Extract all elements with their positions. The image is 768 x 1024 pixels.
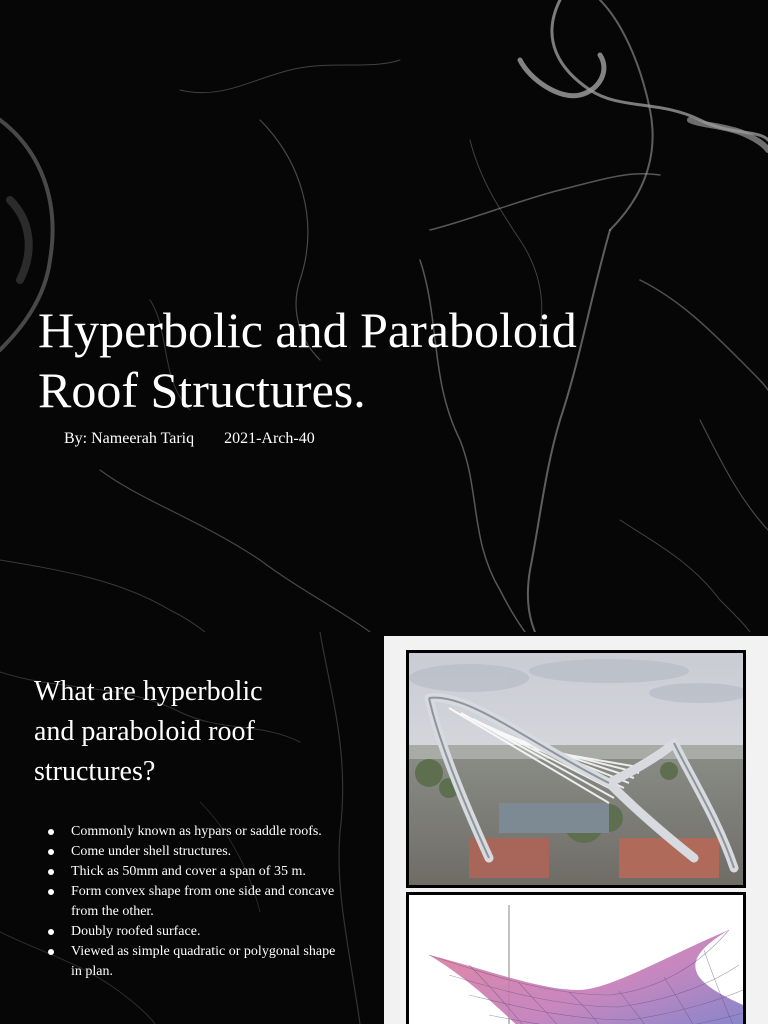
roll-number: 2021-Arch-40	[224, 430, 315, 447]
section-heading	[34, 672, 364, 792]
bullet-item	[48, 922, 348, 942]
bullet-dot-icon	[48, 889, 54, 895]
bullet-dot-icon	[48, 949, 54, 955]
bullet-item	[48, 862, 348, 882]
bullet-dot-icon	[48, 849, 54, 855]
image-panel	[384, 636, 768, 1024]
bullet-text: Form convex shape from one side and concave from the other.	[71, 884, 335, 919]
bullet-dot-icon	[48, 869, 54, 875]
bullet-list	[48, 822, 348, 982]
bullet-item	[48, 882, 348, 922]
byline	[64, 430, 315, 448]
author-name: By: Nameerah Tariq	[64, 430, 195, 447]
bullet-text: Viewed as simple quadratic or polygonal shape in plan.	[71, 944, 336, 979]
section-heading-line-1: What are hyperbolic	[34, 676, 263, 707]
bullet-text: Come under shell structures.	[71, 844, 232, 859]
bullet-item	[48, 822, 348, 842]
bullet-dot-icon	[48, 929, 54, 935]
slide-title-line-1: Hyperbolic and Paraboloid	[38, 302, 577, 358]
definition-slide	[0, 632, 768, 1024]
bullet-text: Thick as 50mm and cover a span of 35 m.	[71, 864, 306, 879]
slide-title-line-2: Roof Structures.	[38, 362, 366, 418]
bullet-item	[48, 842, 348, 862]
hypar-canopy-photo	[406, 650, 746, 888]
section-heading-line-3: structures?	[34, 756, 156, 787]
slide-title	[38, 300, 738, 420]
hyperbolic-paraboloid-plot	[406, 892, 746, 1024]
bullet-text: Commonly known as hypars or saddle roofs.	[71, 824, 322, 839]
section-heading-line-2: and paraboloid roof	[34, 716, 255, 747]
bullet-text: Doubly roofed surface.	[71, 924, 201, 939]
bullet-item	[48, 942, 348, 982]
bullet-dot-icon	[48, 829, 54, 835]
